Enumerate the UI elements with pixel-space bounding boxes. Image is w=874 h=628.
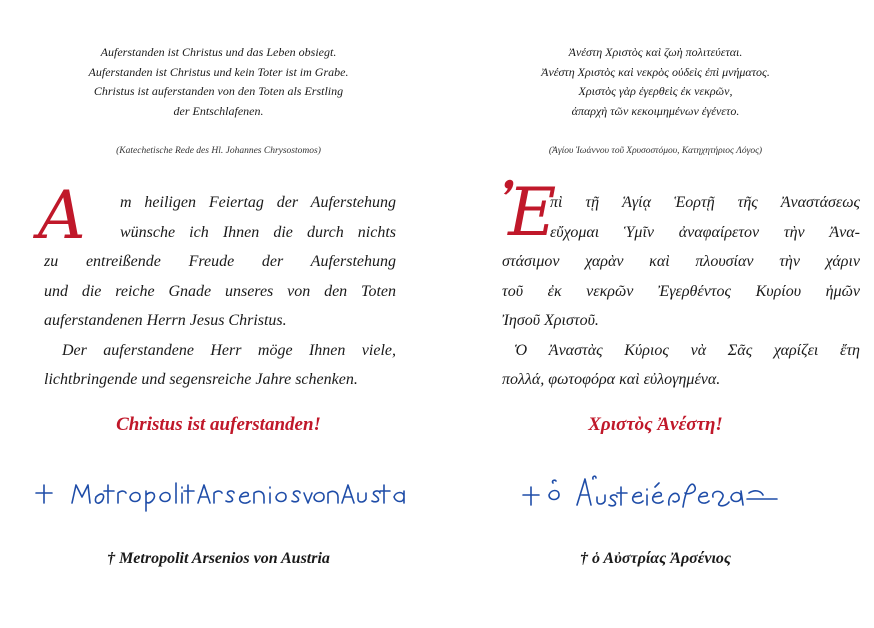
- quote-source: (Katechetische Rede des Hl. Johannes Chrysostomos): [116, 146, 321, 156]
- body-line: στάσιμον χαρὰν καὶ πλουσίαν τὴν χάριν: [502, 253, 860, 270]
- quote-line: Auferstanden ist Christus und kein Toter ist im Grabe.: [88, 64, 349, 79]
- body-line: πὶ τῇ Ἁγίᾳ Ἑορτῇ τῆς Ἀναστάσεως: [550, 194, 860, 211]
- body-line: lichtbringende und segensreiche Jahre schenken.: [44, 371, 358, 388]
- drop-cap: A: [38, 177, 86, 254]
- body-line: m heiligen Feiertag der Auferstehung: [120, 194, 396, 211]
- epigraph-quote: [0, 43, 437, 121]
- body-line: zu entreißende Freude der Auferstehung: [44, 253, 396, 270]
- handwritten-signature: [437, 465, 874, 525]
- greek-column: [437, 0, 874, 628]
- body-line: wünsche ich Ihnen die durch nichts: [120, 223, 396, 241]
- easter-greeting: Χριστὸς Ἀνέστη!: [588, 414, 723, 435]
- body-line: Ὁ Ἀναστὰς Κύριος νὰ Σᾶς χαρίζει ἔτη: [514, 341, 860, 359]
- greeting-body: [502, 188, 860, 395]
- body-line: auferstandenen Herrn Jesus Christus.: [44, 312, 287, 329]
- body-line: und die reiche Gnade unseres von den Toten: [44, 282, 396, 300]
- quote-line: Auferstanden ist Christus und das Leben obsiegt.: [100, 45, 337, 59]
- quote-line: Christus ist auferstanden von den Toten als Erstling: [93, 84, 344, 98]
- signature-name: † Metropolit Arsenios von Austria: [107, 550, 330, 567]
- body-line: Der auferstandene Herr möge Ihnen viele,: [62, 341, 396, 359]
- body-line: εὔχομαι Ὑμῖν ἀναφαίρετον τὴν Ἀνα-: [550, 223, 860, 241]
- body-line: Ἰησοῦ Χριστοῦ.: [502, 312, 599, 329]
- quote-line: Ἀνέστη Χριστὸς καὶ ζωὴ πολιτεύεται.: [568, 45, 743, 59]
- greeting-body: [44, 188, 396, 395]
- signature-name: † ὁ Αὐστρίας Ἀρσένιος: [579, 550, 732, 567]
- body-line: πολλά, φωτοφόρα καὶ εὐλογημένα.: [502, 371, 721, 388]
- body-line: τοῦ ἐκ νεκρῶν Ἐγερθέντος Κυρίου ἡμῶν: [502, 282, 860, 300]
- epigraph-quote: [437, 43, 874, 121]
- quote-line: Ἀνέστη Χριστὸς καὶ νεκρὸς οὐδεὶς ἐπὶ μνήματος.: [541, 64, 770, 79]
- quote-line: der Entschlafenen.: [173, 103, 264, 118]
- handwritten-signature: [0, 465, 437, 525]
- drop-cap: Ἐ: [500, 174, 557, 251]
- quote-line: Χριστὸς γὰρ ἐγερθεὶς ἐκ νεκρῶν,: [578, 84, 733, 98]
- quote-source: (Ἁγίου Ἰωάννου τοῦ Χρυσοστόμου, Κατηχητήριος Λόγος): [548, 146, 763, 156]
- easter-greeting: Christus ist auferstanden!: [116, 414, 321, 435]
- quote-line: ἀπαρχὴ τῶν κεκοιμημένων ἐγένετο.: [571, 103, 740, 118]
